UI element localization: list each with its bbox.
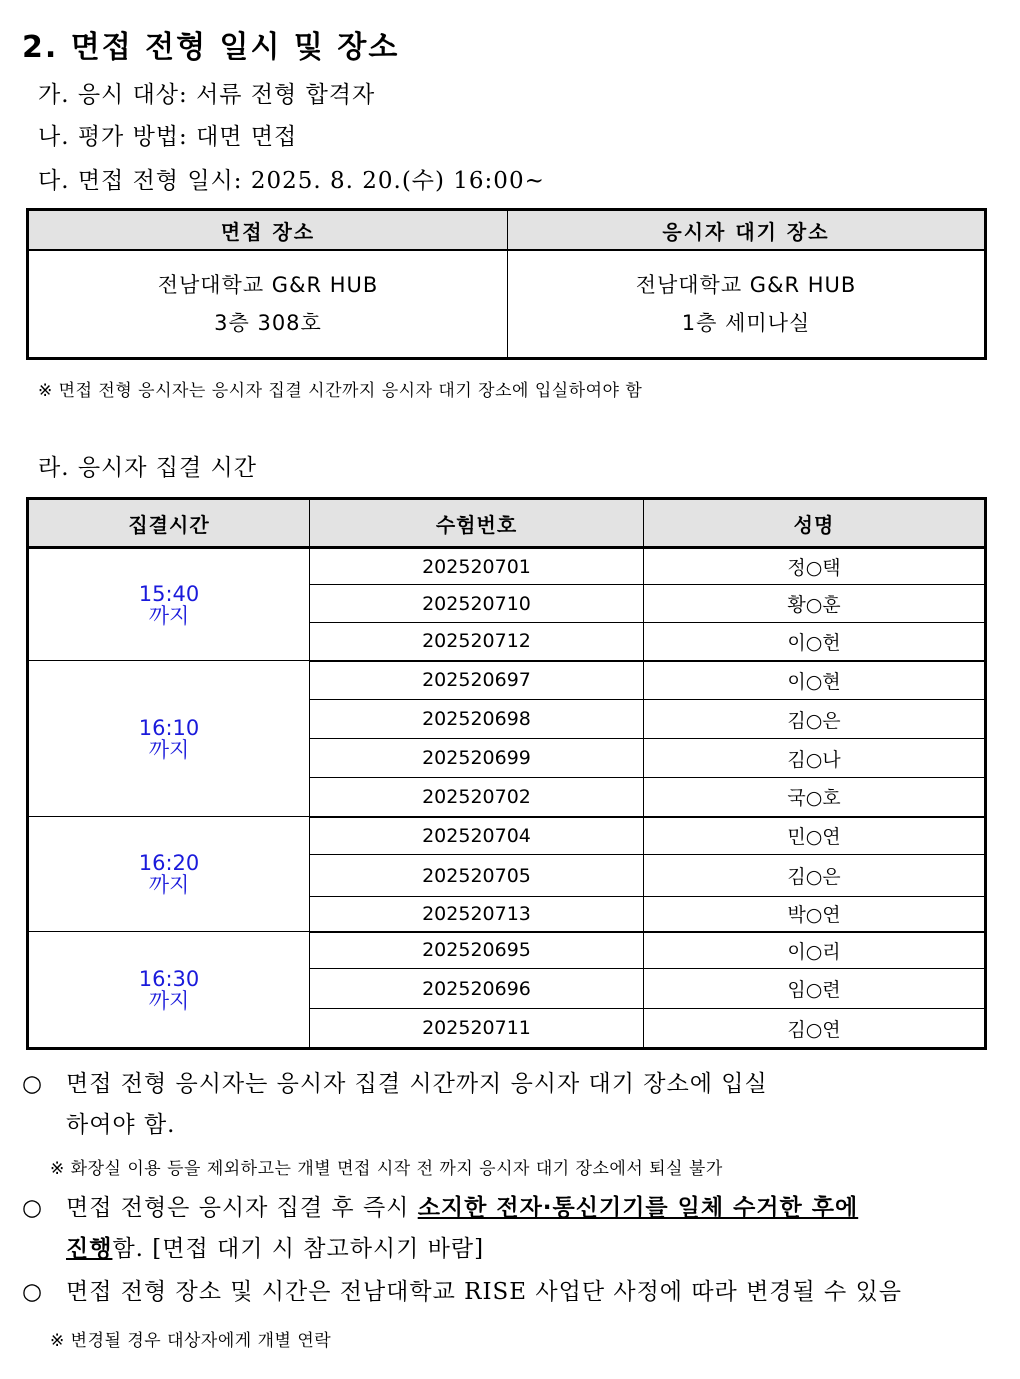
venue-interview-line2: 3층 308호: [214, 311, 322, 335]
applicant-name: 이○현: [644, 661, 986, 700]
bullet-2-text: 면접 전형은 응시자 집결 후 즉시: [66, 1195, 418, 1221]
assembly-time-cell: [28, 817, 310, 932]
table-row: [28, 817, 986, 855]
section-heading: 2. 면접 전형 일시 및 장소: [22, 30, 400, 65]
bullet-3-text: 면접 전형 장소 및 시간은 전남대학교 RISE 사업단 사정에 따라 변경될 수 있음: [66, 1279, 903, 1305]
assembly-time: 16:30: [138, 966, 200, 991]
schedule-header-id: 수험번호: [310, 499, 644, 548]
assembly-time-suffix: 까지: [148, 988, 190, 1013]
item-target: 가. 응시 대상: 서류 전형 합격자: [38, 82, 376, 108]
bullet-2: [22, 1190, 858, 1226]
assembly-time-cell: [28, 661, 310, 817]
circle-bullet-icon: ○: [22, 1279, 44, 1305]
schedule-header-time: 집결시간: [28, 499, 310, 548]
applicant-name: 김○연: [644, 1009, 986, 1049]
bullet-1-text: 면접 전형 응시자는 응시자 집결 시간까지 응시자 대기 장소에 입실: [66, 1071, 768, 1097]
exam-number: 202520698: [310, 700, 644, 739]
table-row: [28, 661, 986, 700]
assembly-time-suffix: 까지: [148, 737, 190, 762]
bullet-2-cont: [66, 1230, 484, 1263]
circle-bullet-icon: ○: [22, 1071, 44, 1097]
exam-number: 202520713: [310, 897, 644, 932]
bullet-2-emphasis-2: 진행: [66, 1236, 113, 1262]
bullet-2-emphasis: 소지한 전자·통신기기를 일체 수거한 후에: [417, 1195, 859, 1221]
applicant-name: 이○리: [644, 932, 986, 969]
applicant-name: 김○은: [644, 855, 986, 897]
schedule-table: [26, 497, 987, 1050]
bullet-1: [22, 1066, 768, 1102]
item-method: 나. 평가 방법: 대면 면접: [38, 124, 298, 150]
bullet-3: [22, 1274, 902, 1310]
applicant-name: 임○련: [644, 969, 986, 1009]
venue-header-waiting: 응시자 대기 장소: [508, 211, 984, 251]
applicant-name: 국○호: [644, 778, 986, 817]
exam-number: 202520711: [310, 1009, 644, 1049]
exam-number: 202520699: [310, 739, 644, 778]
venue-waiting-line1: 전남대학교 G&R HUB: [635, 273, 857, 297]
item-datetime: 다. 면접 전형 일시: 2025. 8. 20.(수) 16:00~: [38, 168, 545, 194]
exam-number: 202520695: [310, 932, 644, 969]
assembly-time-suffix: 까지: [148, 873, 190, 897]
venue-table: [26, 208, 987, 360]
circle-bullet-icon: ○: [22, 1195, 44, 1221]
table-row: [28, 548, 986, 585]
exam-number: 202520697: [310, 661, 644, 700]
bullet-1-note: ※ 화장실 이용 등을 제외하고는 개별 면접 시작 전 까지 응시자 대기 장소에서 퇴실 불가: [50, 1159, 723, 1179]
table-row: [28, 932, 986, 969]
exam-number: 202520702: [310, 778, 644, 817]
applicant-name: 이○헌: [644, 623, 986, 661]
assembly-time: 16:20: [138, 851, 200, 875]
venue-header-interview: 면접 장소: [29, 211, 508, 251]
applicant-name: 김○나: [644, 739, 986, 778]
exam-number: 202520704: [310, 817, 644, 855]
venue-waiting-line2: 1층 세미나실: [681, 311, 811, 335]
venue-interview-cell: [29, 251, 508, 357]
bullet-1-cont: 하여야 함.: [66, 1112, 176, 1138]
venue-waiting-cell: [508, 251, 984, 357]
exam-number: 202520696: [310, 969, 644, 1009]
venue-interview-line1: 전남대학교 G&R HUB: [157, 273, 379, 297]
assembly-time-suffix: 까지: [148, 603, 190, 628]
assembly-time-cell: [28, 932, 310, 1049]
assembly-time-cell: [28, 548, 310, 661]
assembly-time: 15:40: [138, 581, 200, 606]
schedule-header-name: 성명: [644, 499, 986, 548]
venue-note: ※ 면접 전형 응시자는 응시자 집결 시간까지 응시자 대기 장소에 입실하여야 함: [38, 381, 643, 401]
applicant-name: 박○연: [644, 897, 986, 932]
exam-number: 202520710: [310, 585, 644, 623]
exam-number: 202520712: [310, 623, 644, 661]
exam-number: 202520705: [310, 855, 644, 897]
applicant-name: 민○연: [644, 817, 986, 855]
assembly-time: 16:10: [138, 715, 200, 740]
applicant-name: 정○택: [644, 548, 986, 585]
bullet-2-post: 함. [면접 대기 시 참고하시기 바람]: [112, 1236, 485, 1262]
applicant-name: 김○은: [644, 700, 986, 739]
exam-number: 202520701: [310, 548, 644, 585]
bullet-3-note: ※ 변경될 경우 대상자에게 개별 연락: [50, 1331, 332, 1351]
section-d-title: 라. 응시자 집결 시간: [38, 455, 257, 481]
applicant-name: 황○훈: [644, 585, 986, 623]
